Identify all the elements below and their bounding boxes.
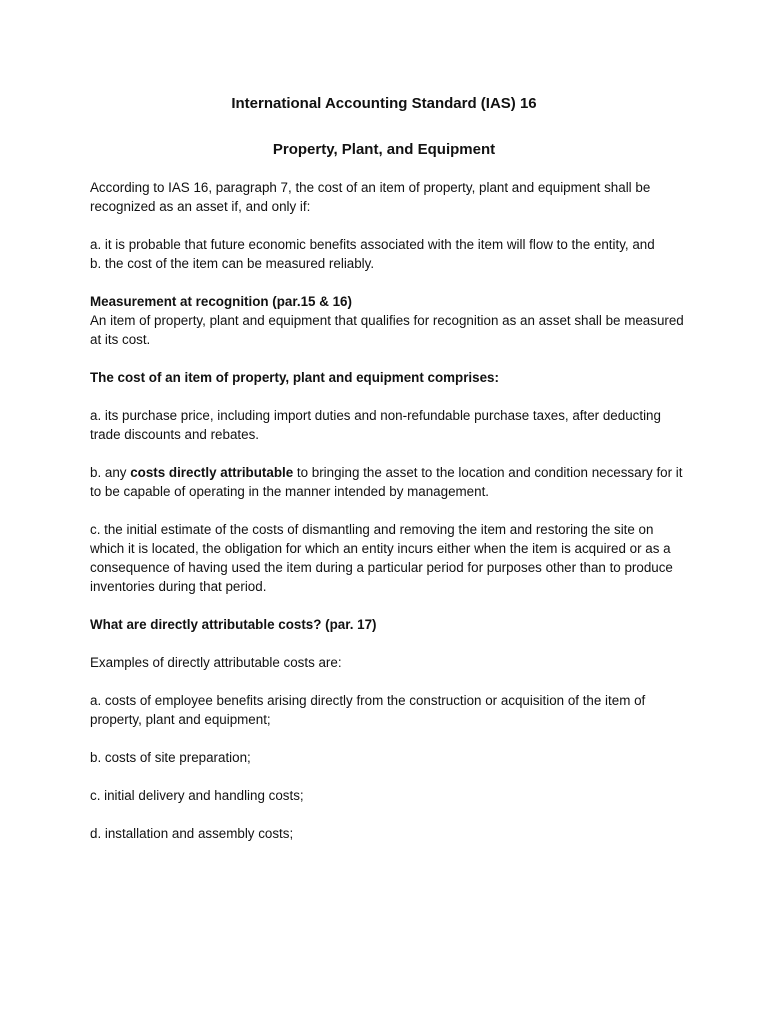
example-item-d: d. installation and assembly costs; [90, 826, 294, 841]
cost-item-b-emphasis: costs directly attributable [130, 465, 294, 480]
recognition-criterion-a: a. it is probable that future economic benefits associated with the item will flow to the entity, and [90, 237, 655, 252]
intro-paragraph: According to IAS 16, paragraph 7, the cost of an item of property, plant and equipment shall be recognized as an asset if, and only if: [90, 180, 651, 214]
cost-heading: The cost of an item of property, plant and equipment comprises: [90, 370, 499, 385]
cost-item-a: a. its purchase price, including import duties and non-refundable purchase taxes, after deducting trade discounts and rebates. [90, 408, 661, 442]
cost-item-b-prefix: b. any [90, 465, 131, 480]
example-item-c: c. initial delivery and handling costs; [90, 788, 304, 803]
cost-item-c: c. the initial estimate of the costs of dismantling and removing the item and restoring the site on which it is located, the obligation for which an entity incurs either when the item is acquired or as a consequence of having used the item during a particular period for purposes other than to produce inventories during that period. [90, 522, 673, 594]
document-body [90, 178, 690, 862]
measurement-heading: Measurement at recognition (par.15 & 16) [90, 294, 352, 309]
recognition-criterion-b: b. the cost of the item can be measured reliably. [90, 256, 375, 271]
cost-item-b-suffix: to bringing the asset to the location and condition necessary for it to be capable of operating in the manner intended by management. [90, 465, 683, 499]
document-title: International Accounting Standard (IAS) 16 [231, 95, 537, 112]
examples-intro: Examples of directly attributable costs are: [90, 655, 342, 670]
cost-item-b [90, 463, 690, 501]
measurement-paragraph: An item of property, plant and equipment that qualifies for recognition as an asset shall be measured at its cost. [90, 313, 684, 347]
document-subtitle: Property, Plant, and Equipment [272, 141, 496, 158]
example-item-b: b. costs of site preparation; [90, 750, 251, 765]
directly-attributable-heading: What are directly attributable costs? (par. 17) [90, 617, 377, 632]
example-item-a: a. costs of employee benefits arising directly from the construction or acquisition of the item of property, plant and equipment; [90, 693, 646, 727]
